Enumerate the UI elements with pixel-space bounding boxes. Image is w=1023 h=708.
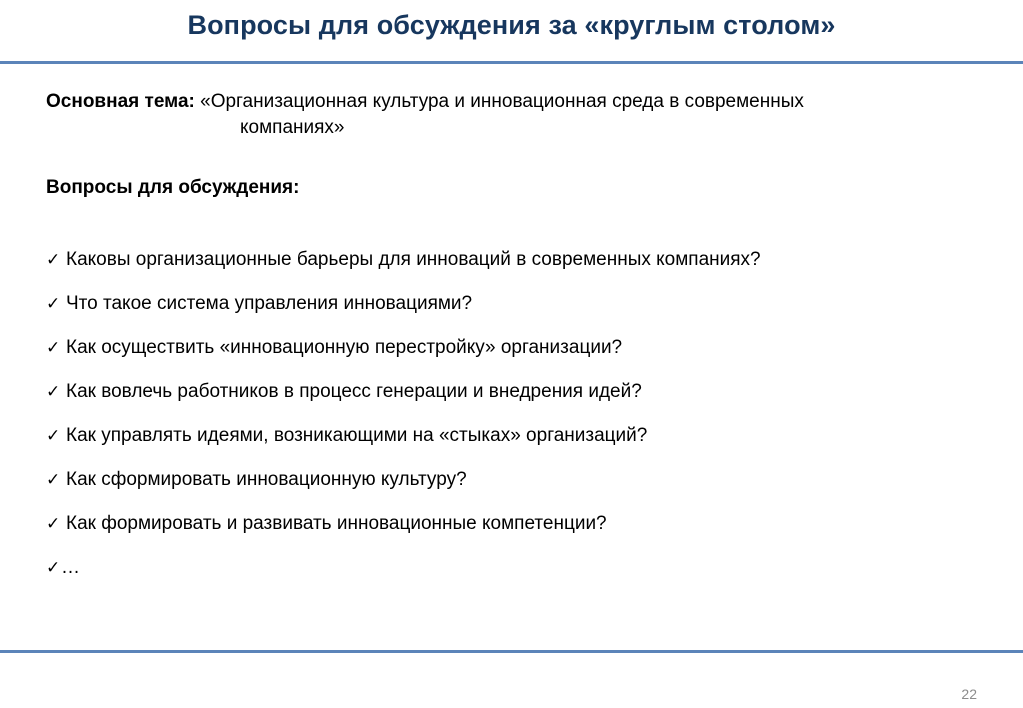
- checkmark-icon: ✓: [46, 382, 61, 402]
- question-item: [46, 423, 761, 467]
- question-item: [46, 555, 761, 599]
- topic-line-1: [46, 89, 1006, 115]
- checkmark-icon: ✓: [46, 514, 61, 534]
- question-text: Что такое система управления инновациями?: [66, 293, 473, 314]
- question-text: Как вовлечь работников в процесс генерации и внедрения идей?: [66, 381, 642, 402]
- question-item: [46, 379, 761, 423]
- question-item: [46, 247, 761, 291]
- topic-label: Основная тема:: [46, 91, 195, 112]
- title-divider: [0, 61, 1023, 64]
- question-text: Как управлять идеями, возникающими на «стыках» организаций?: [66, 425, 648, 446]
- question-text: Как сформировать инновационную культуру?: [66, 469, 467, 490]
- question-text: Как формировать и развивать инновационные компетенции?: [66, 513, 607, 534]
- footer-divider: [0, 650, 1023, 653]
- checkmark-icon: ✓: [46, 558, 61, 578]
- main-topic: [46, 89, 1006, 141]
- checkmark-icon: ✓: [46, 250, 61, 270]
- topic-text-line-1: «Организационная культура и инновационная среда в современных: [200, 91, 804, 112]
- checkmark-icon: ✓: [46, 426, 61, 446]
- question-text: …: [61, 557, 80, 578]
- question-text: Как осуществить «инновационную перестройку» организации?: [66, 337, 623, 358]
- question-item: [46, 335, 761, 379]
- question-text: Каковы организационные барьеры для инноваций в современных компаниях?: [66, 249, 761, 270]
- slide-title: Вопросы для обсуждения за «круглым столом»: [187, 10, 836, 40]
- checkmark-icon: ✓: [46, 294, 61, 314]
- topic-text-line-2: компаниях»: [240, 117, 345, 138]
- questions-heading: Вопросы для обсуждения:: [46, 177, 300, 198]
- question-item: [46, 467, 761, 511]
- checkmark-icon: ✓: [46, 338, 61, 358]
- question-item: [46, 511, 761, 555]
- questions-list: [46, 247, 761, 599]
- checkmark-icon: ✓: [46, 470, 61, 490]
- question-item: [46, 291, 761, 335]
- page-number: 22: [961, 686, 977, 702]
